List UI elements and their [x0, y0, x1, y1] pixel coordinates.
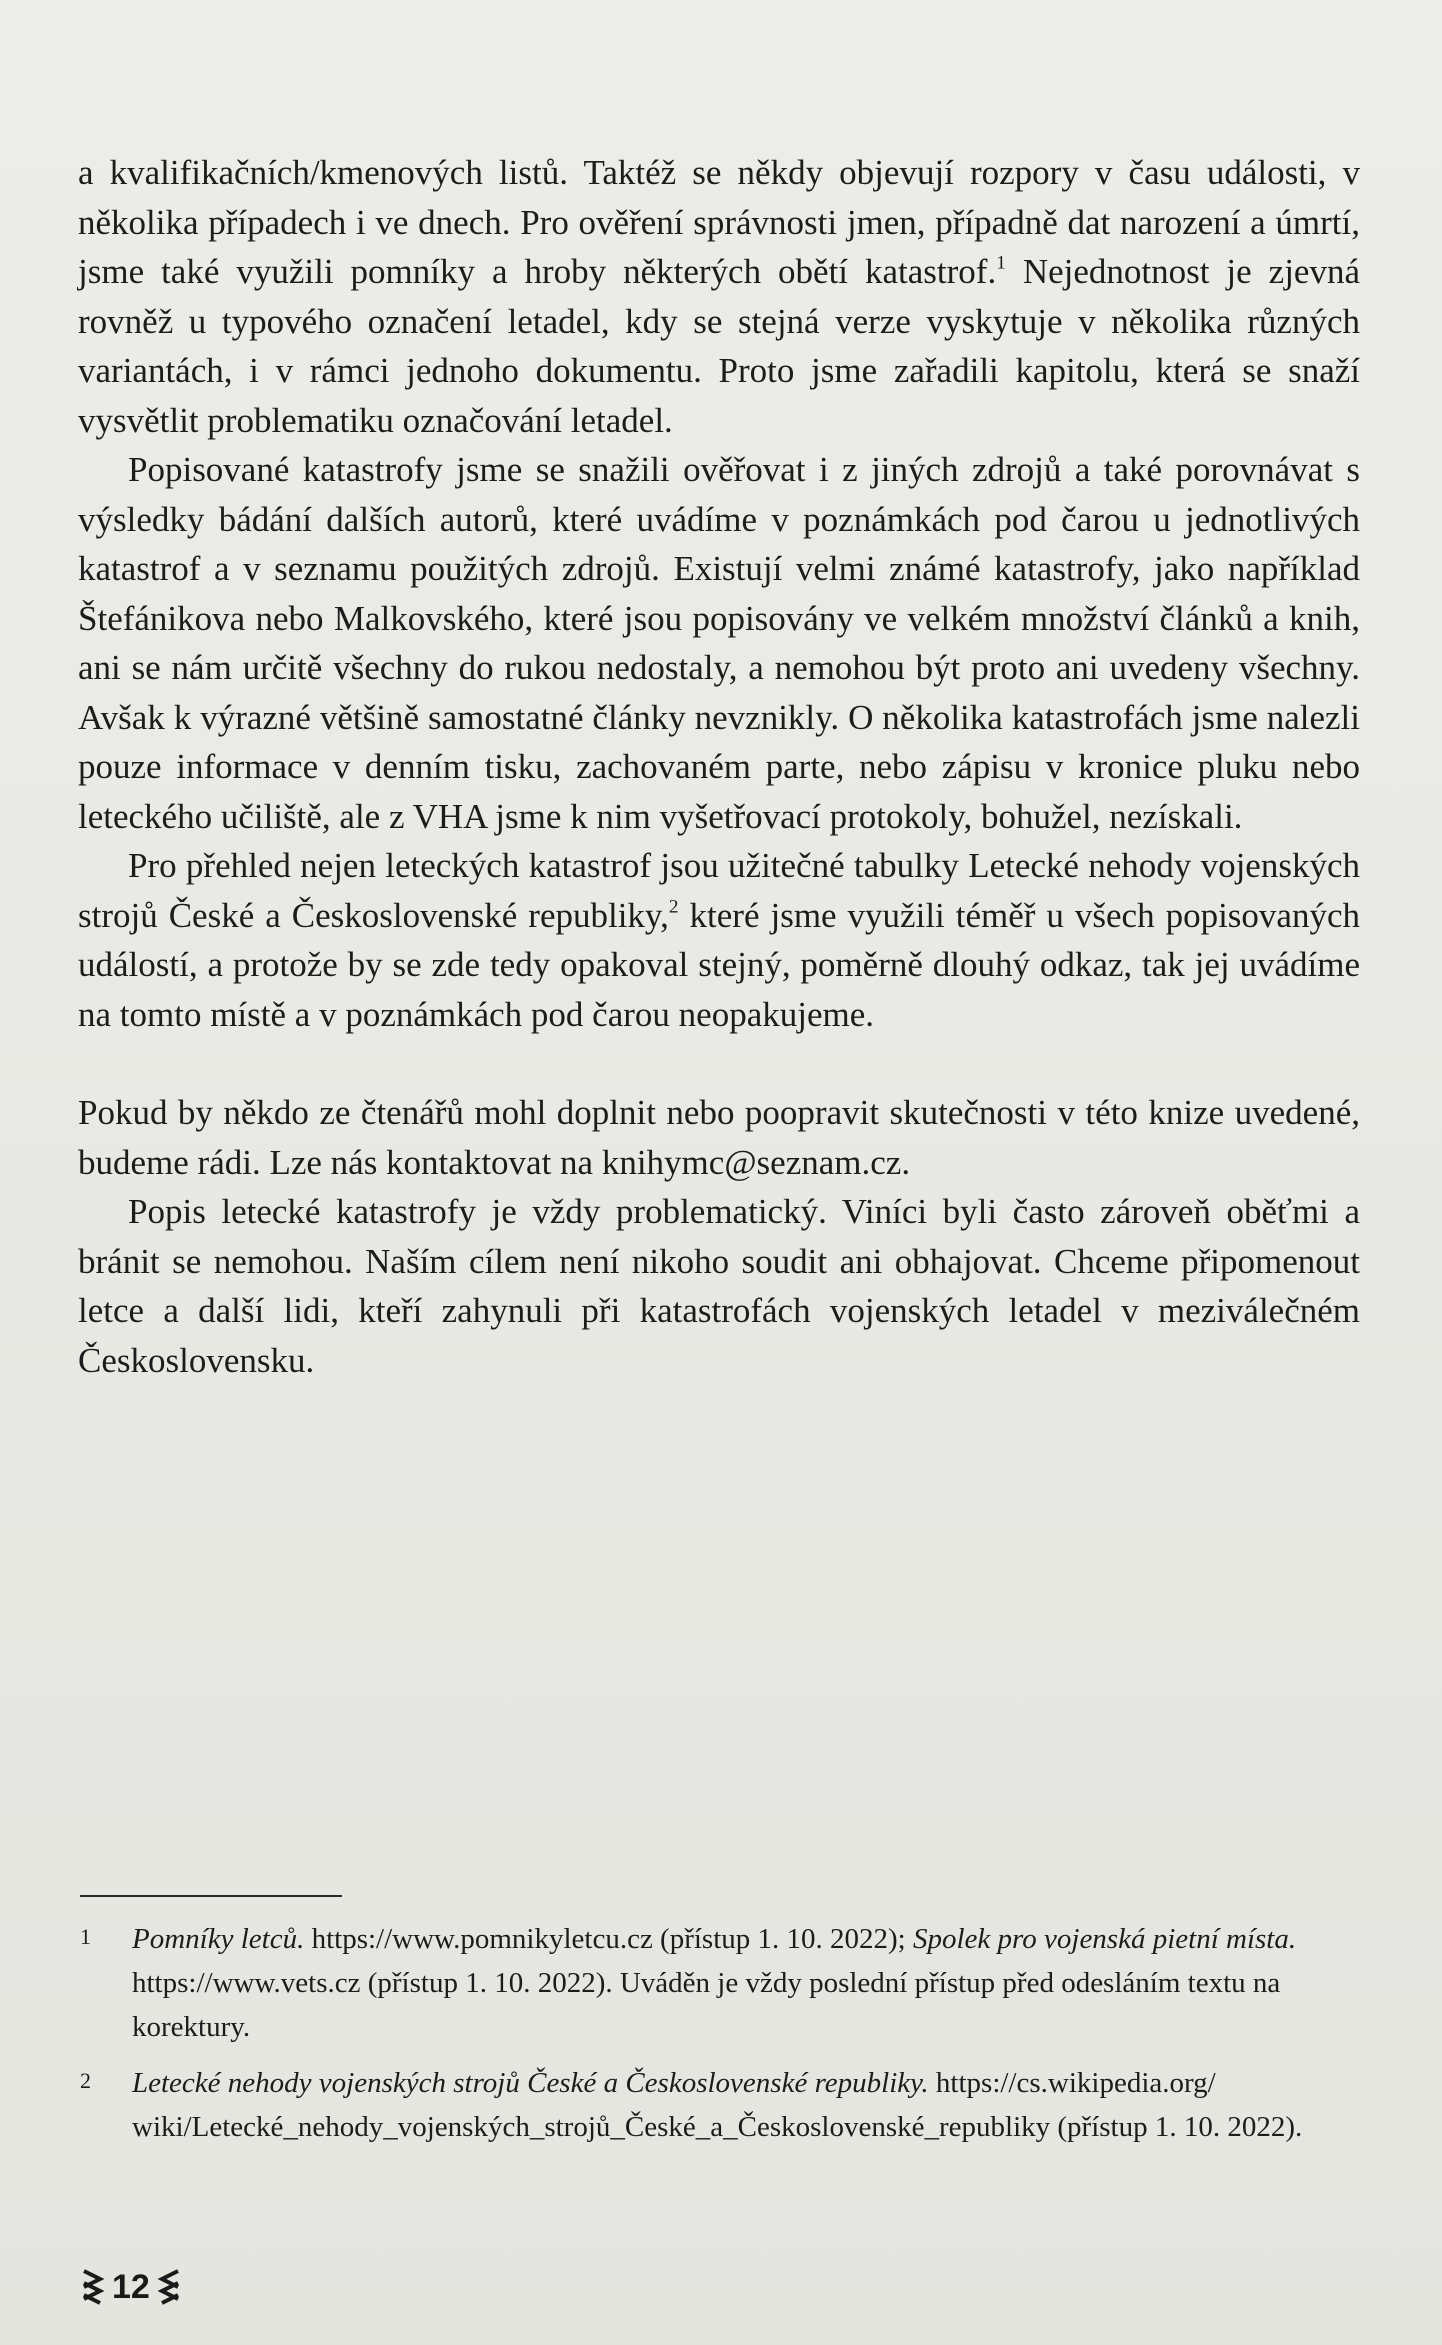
footnote: [80, 2061, 1340, 2149]
paragraph: [78, 148, 1360, 445]
page-number: 12: [112, 2267, 150, 2306]
footnote-source-title: Letecké nehody vojenských strojů České a Československé republiky.: [132, 2067, 929, 2099]
paragraph: [78, 1187, 1360, 1385]
footnote-source-title: Pomníky letců.: [132, 1923, 305, 1955]
footnote-number: 1: [80, 1924, 91, 1949]
paragraph: [78, 1088, 1360, 1187]
paragraph-text: Popisované katastrofy jsme se snažili ověřovat i z jiných zdrojů a také porovnávat s výsledky bádání dalších autorů, které uvádíme v poznámkách pod čarou u jednotlivých katastrof a v seznamu použitých zdrojů. Existují velmi známé katastrofy, jako například Štefánikova nebo Malkovského, které jsou popisovány ve velkém množství článků a knih, ani se nám určitě všechny do rukou nedostaly, a nemohou být proto ani uvedeny všechny. Avšak k výrazné většině samostatné články nevznikly. O několika katastrofách jsme nalezli pouze informace v denním tisku, zachovaném parte, nebo zápisu v kronice pluku nebo leteckého učiliště, ale z VHA jsme k nim vyšetřovací protokoly, bohužel, nezískali.: [78, 450, 1360, 836]
paragraph: [78, 445, 1360, 841]
chevron-ornament-icon: [156, 2267, 182, 2307]
footnote-number: 2: [80, 2068, 91, 2093]
paragraph-text: které jsme využili téměř u všech popisovaných událostí, a protože by se zde tedy opakoval stejný, poměrně dlouhý odkaz, tak jej uvádíme na tomto místě a v poznámkách pod čarou neopakujeme.: [78, 895, 1360, 1034]
footnote-ref: 2: [668, 896, 679, 918]
footnote-separator: [80, 1895, 342, 1897]
footnote-text: https://www.vets.cz (přístup 1. 10. 2022). Uváděn je vždy poslední přístup před odesláním textu na korektury.: [132, 1967, 1281, 2043]
chevron-ornament-icon: [80, 2267, 106, 2307]
paragraph-text: Pro přehled nejen leteckých katastrof jsou užitečné tabulky Letecké nehody vojenských strojů České a Československé republiky,: [78, 846, 1360, 935]
footnote: [80, 1917, 1340, 2049]
paragraph: [78, 841, 1360, 1039]
page-number-footer: [80, 2262, 182, 2312]
footnote-text: https://cs.wikipedia.org/ wiki/Letecké_nehody_vojenských_strojů_České_a_Československé_republiky (přístup 1. 10. 2022).: [132, 2067, 1303, 2143]
paragraph-text: a kvalifikačních/kmenových listů. Taktéž se někdy objevují rozpory v času události, v několika případech i ve dnech. Pro ověření správnosti jmen, případně dat narození a úmrtí, jsme také využili pomníky a hroby některých obětí katastrof.: [78, 153, 1360, 291]
paragraph-text: Pokud by někdo ze čtenářů mohl doplnit nebo poopravit skutečnosti v této knize uvedené, budeme rádi. Lze nás kontaktovat na knihymc@seznam.cz.: [78, 1093, 1360, 1182]
footnote-text: https://www.pomnikyletcu.cz (přístup 1. 10. 2022);: [304, 1923, 913, 1955]
footnote-source-title: Spolek pro vojenská pietní místa.: [913, 1923, 1297, 1955]
paragraph-text: Popis letecké katastrofy je vždy problematický. Viníci byli často zároveň oběťmi a bránit se nemohou. Naším cílem není nikoho soudit ani obhajovat. Chceme připomenout letce a další lidi, kteří zahynuli při katastrofách vojenských letadel v meziválečném Československu.: [78, 1192, 1360, 1380]
footnote-ref: 1: [996, 252, 1006, 274]
footnotes: [80, 1917, 1340, 2161]
paragraph-text: Nejednotnost je zjevná rovněž u typového označení letadel, kdy se stejná verze vyskytuje v několika různých variantách, i v rámci jednoho dokumentu. Proto jsme zařadili kapitolu, která se snaží vysvětlit problematiku označování letadel.: [78, 252, 1360, 440]
main-text: [78, 148, 1360, 1385]
